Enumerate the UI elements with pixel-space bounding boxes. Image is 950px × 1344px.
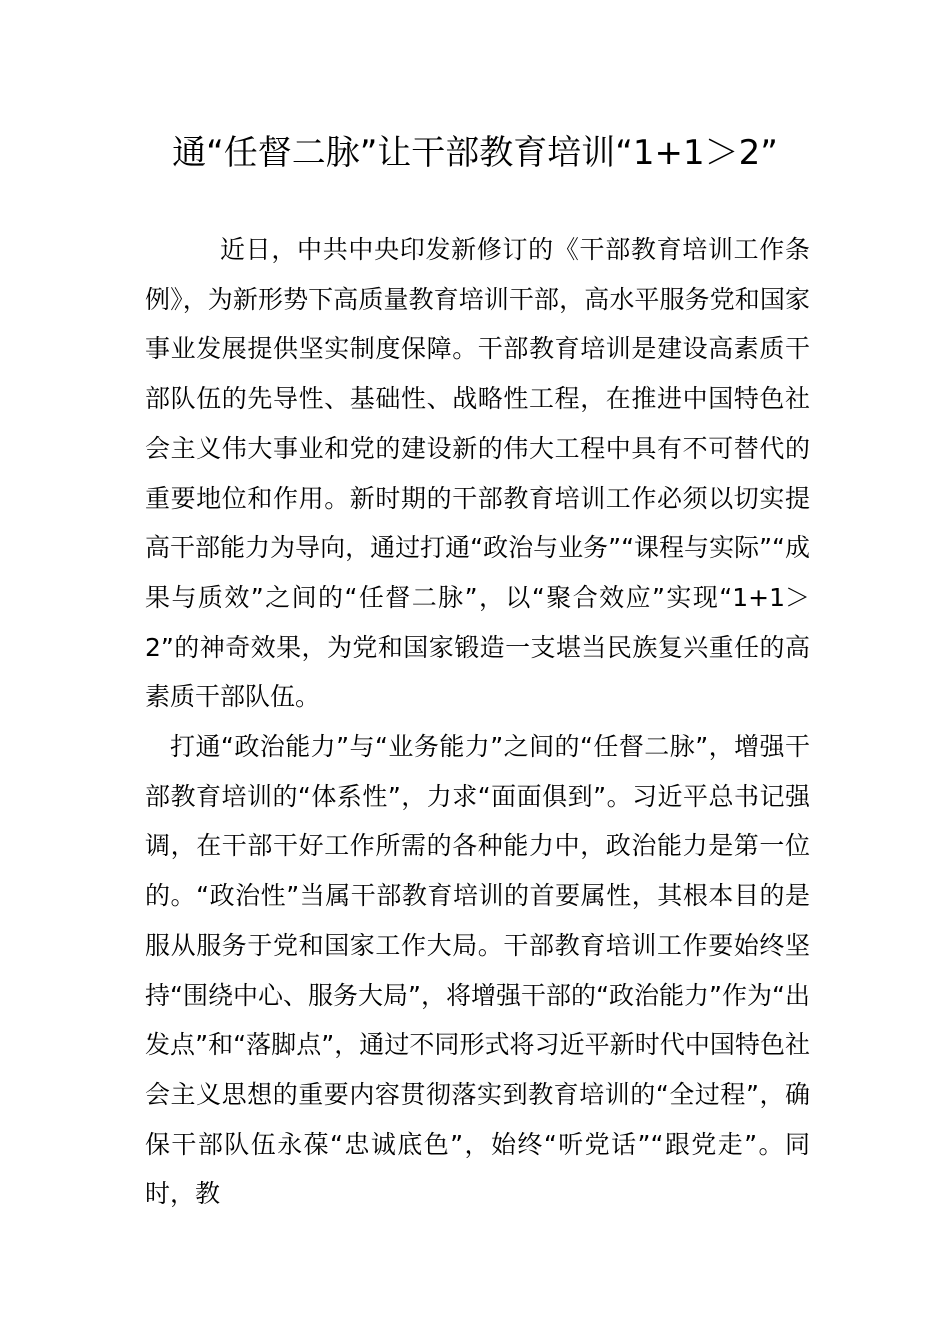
document-title: 通“任督二脉”让干部教育培训“1+1＞2” xyxy=(172,133,778,173)
paragraph-political-ability: 打通“政治能力”与“业务能力”之间的“任督二脉”，增强干部教育培训的“体系性”，力求“面面俱到”。习近平总书记强调，在干部干好工作所需的各种能力中，政治能力是第一位的。“政治性”当属干部教育培训的首要属性，其根本目的是服从服务于党和国家工作大局。干部教育培训工作要始终坚持“围绕中心、服务大局”，将增强干部的“政治能力”作为“出发点”和“落脚点”，通过不同形式将习近平新时代中国特色社会主义思想的重要内容贯彻落实到教育培训的“全过程”，确保干部队伍永葆“忠诚底色”，始终“听党话”“跟党走”。同时，教 xyxy=(145,732,810,1209)
document-body xyxy=(145,225,810,1219)
paragraph-intro: 近日，中共中央印发新修订的《干部教育培训工作条例》，为新形势下高质量教育培训干部，高水平服务党和国家事业发展提供坚实制度保障。干部教育培训是建设高素质干部队伍的先导性、基础性、战略性工程，在推进中国特色社会主义伟大事业和党的建设新的伟大工程中具有不可替代的重要地位和作用。新时期的干部教育培训工作必须以切实提高干部能力为导向，通过打通“政治与业务”“课程与实际”“成果与质效”之间的“任督二脉”，以“聚合效应”实现“1+1＞2”的神奇效果，为党和国家锻造一支堪当民族复兴重任的高素质干部队伍。 xyxy=(145,235,810,712)
